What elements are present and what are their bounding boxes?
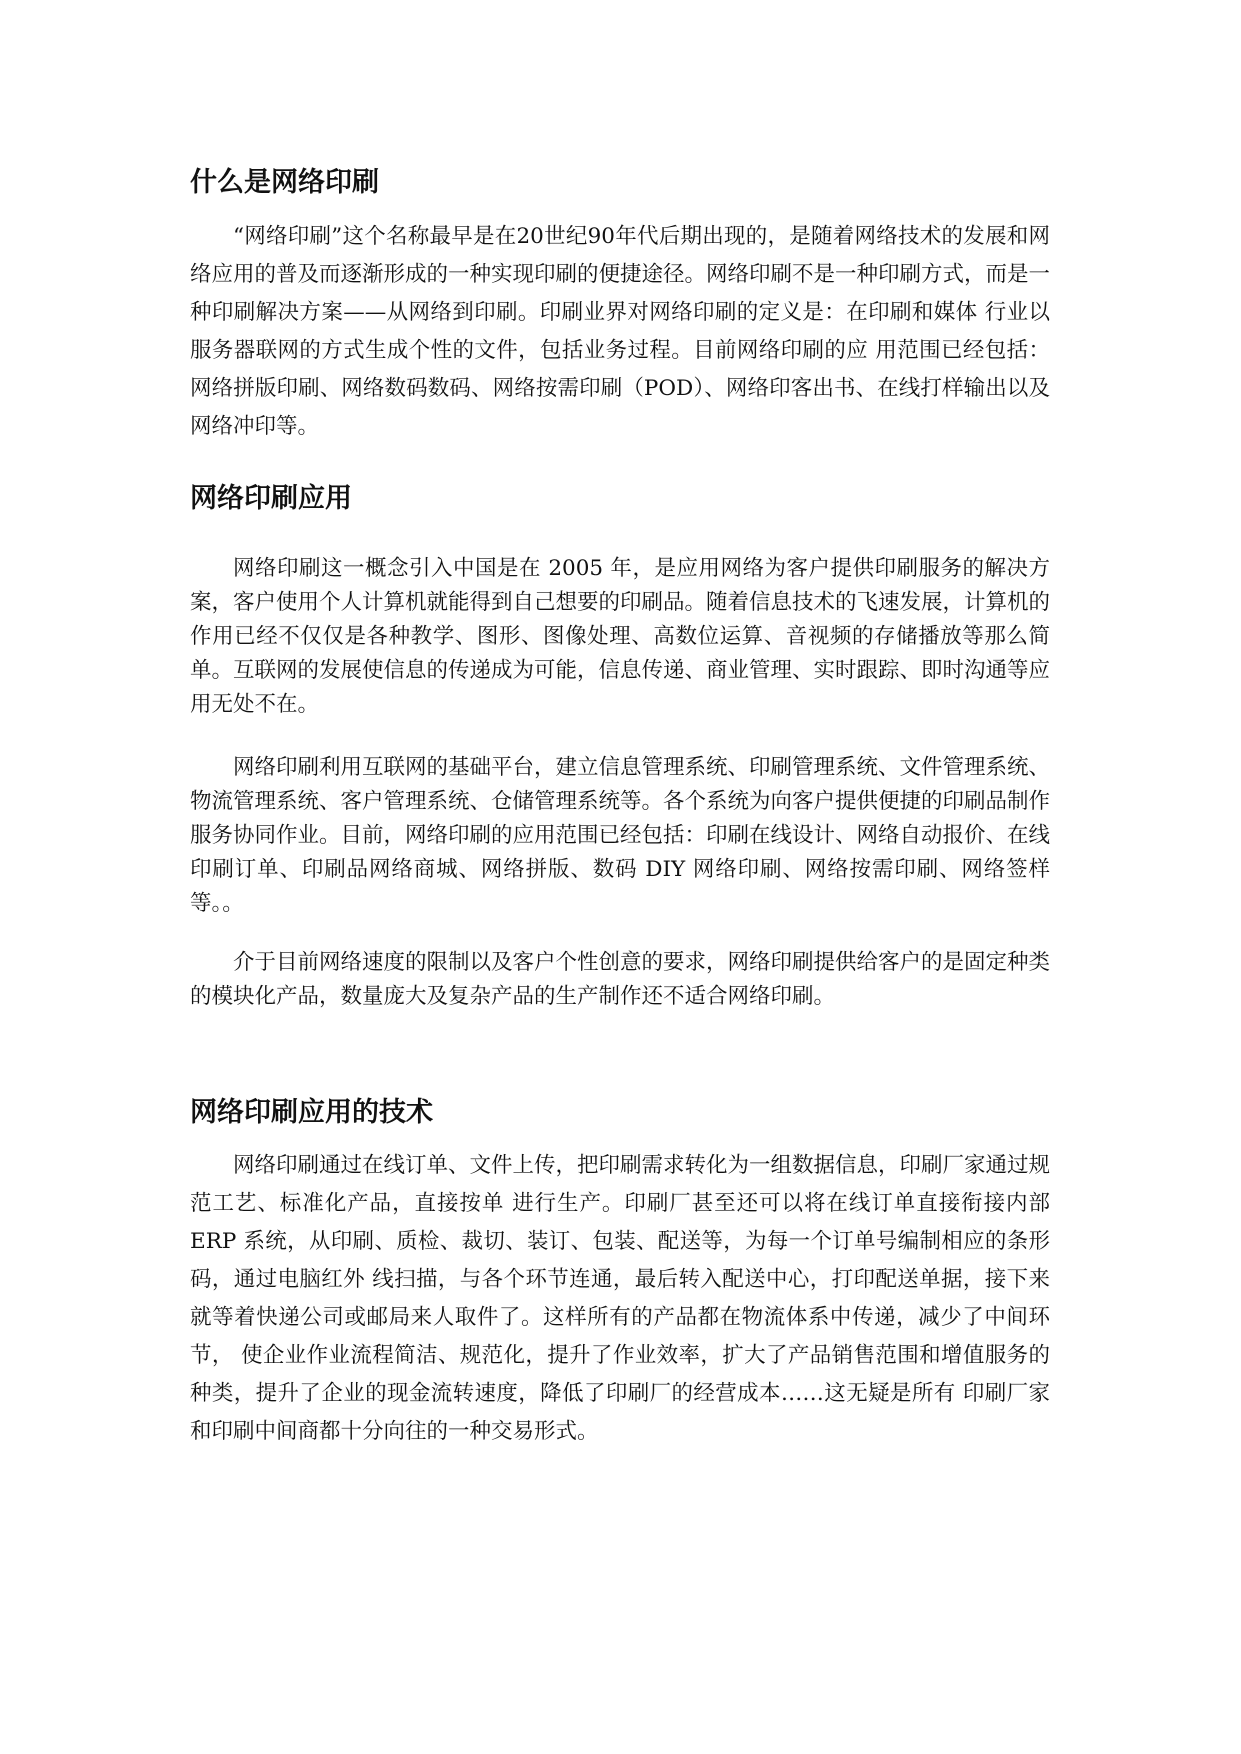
paragraph-limitations: 介于目前网络速度的限制以及客户个性创意的要求，网络印刷提供给客户的是固定种类的模块化产品，数量庞大及复杂产品的生产制作还不适合网络印刷。: [190, 950, 1051, 1009]
paragraph-definition: “网络印刷”这个名称最早是在20世纪90年代后期出现的，是随着网络技术的发展和网络应用的普及而逐渐形成的一种实现印刷的便捷途径。网络印刷不是一种印刷方式，而是一种印刷解决方案——从网络到印刷。印刷业界对网络印刷的定义是：在印刷和媒体 行业以服务器联网的方式生成个性的文件，包括业务过程。目前网络印刷的应 用范围已经包括：网络拼版印刷、网络数码数码、网络按需印刷（POD）、网络印客出书、在线打样输出以及网络冲印等。: [190, 224, 1051, 439]
section-title-web-printing-application: 网络印刷应用: [190, 483, 352, 514]
section-title-web-printing-technology: 网络印刷应用的技术: [190, 1097, 433, 1128]
section-title-what-is-web-printing: 什么是网络印刷: [190, 167, 379, 198]
paragraph-introduction-china: 网络印刷这一概念引入中国是在 2005 年，是应用网络为客户提供印刷服务的解决方案，客户使用个人计算机就能得到自己想要的印刷品。随着信息技术的飞速发展，计算机的作用已经不仅仅是各种教学、图形、图像处理、高数位运算、音视频的存储播放等那么简单。互联网的发展使信息的传递成为可能，信息传递、商业管理、实时跟踪、即时沟通等应用无处不在。: [190, 556, 1051, 717]
paragraph-management-systems: 网络印刷利用互联网的基础平台，建立信息管理系统、印刷管理系统、文件管理系统、物流管理系统、客户管理系统、仓储管理系统等。各个系统为向客户提供便捷的印刷品制作服务协同作业。目前，网络印刷的应用范围已经包括：印刷在线设计、网络自动报价、在线印刷订单、印刷品网络商城、网络拼版、数码 DIY 网络印刷、网络按需印刷、网络签样等。。: [190, 755, 1051, 916]
paragraph-technology: 网络印刷通过在线订单、文件上传，把印刷需求转化为一组数据信息，印刷厂家通过规范工艺、标准化产品，直接按单 进行生产。印刷厂甚至还可以将在线订单直接衔接内部 ERP 系统，从印刷、质检、裁切、装订、包装、配送等，为每一个订单号编制相应的条形码，通过电脑红外 线扫描，与各个环节连通，最后转入配送中心，打印配送单据，接下来就等着快递公司或邮局来人取件了。这样所有的产品都在物流体系中传递，减少了中间环节， 使企业作业流程简洁、规范化，提升了作业效率，扩大了产品销售范围和增值服务的种类，提升了企业的现金流转速度，降低了印刷厂的经营成本……这无疑是所有 印刷厂家和印刷中间商都十分向往的一种交易形式。: [190, 1153, 1051, 1444]
